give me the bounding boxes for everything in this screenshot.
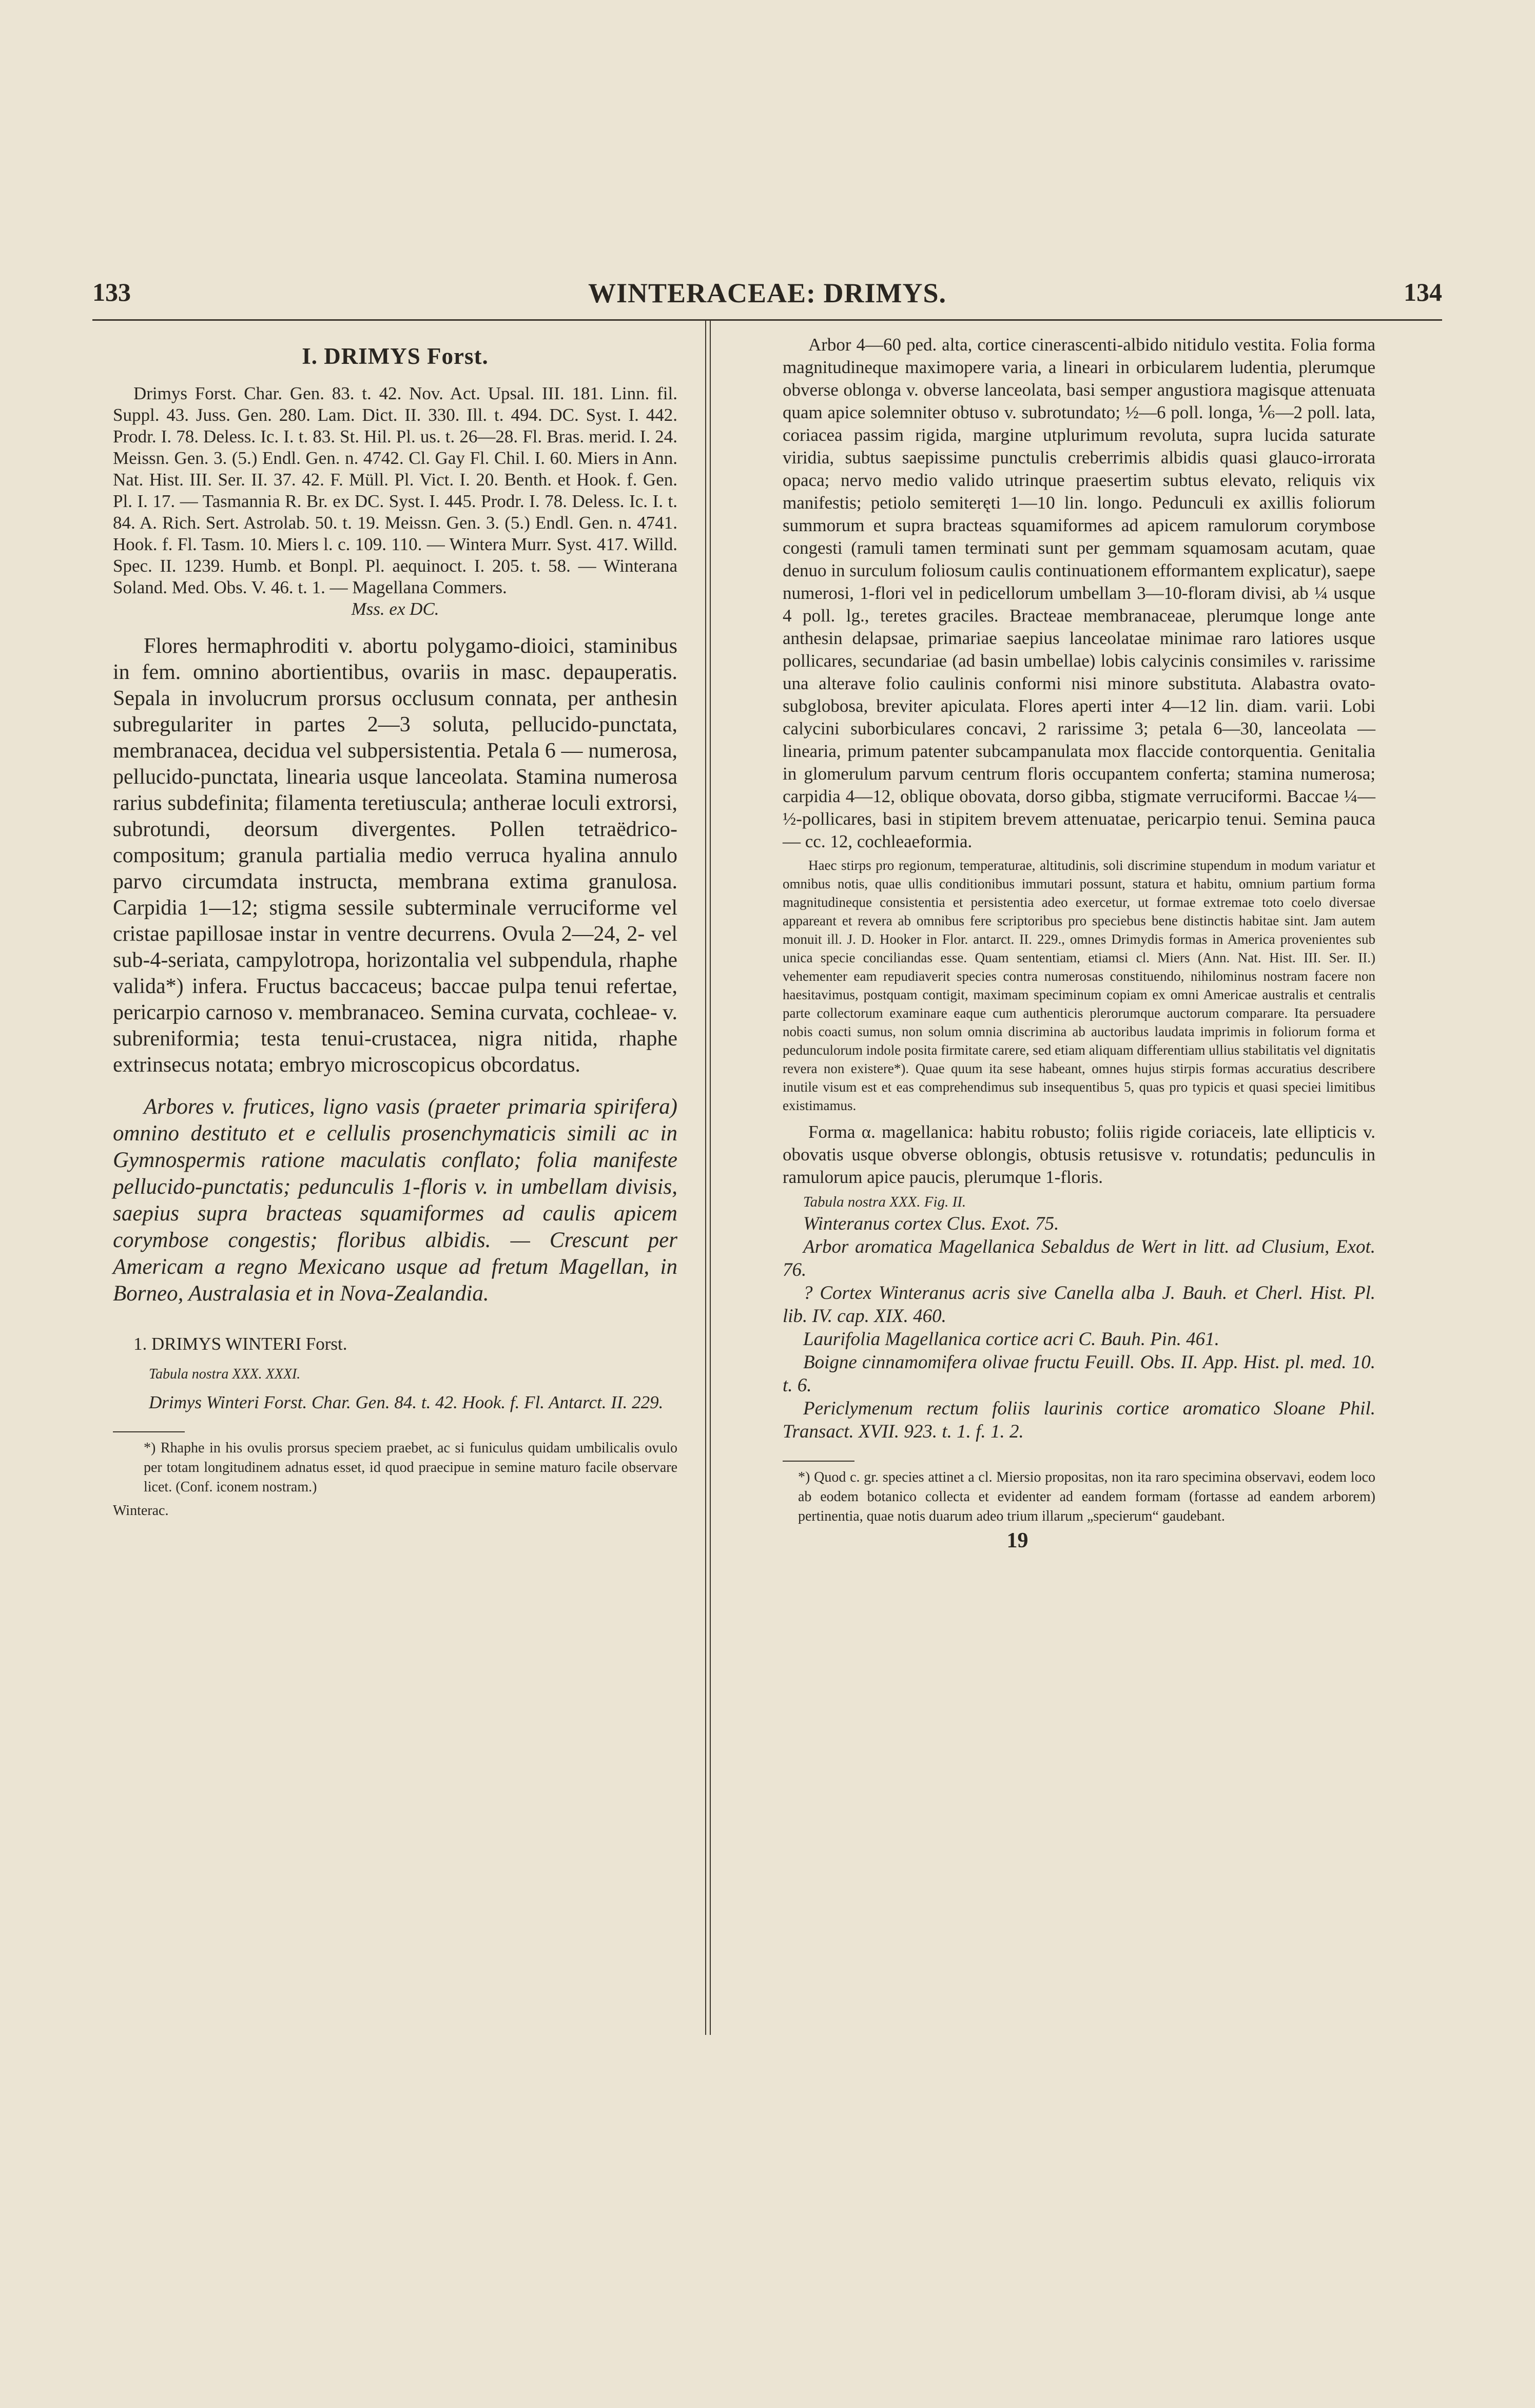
species-reference: Drimys Winteri Forst. Char. Gen. 84. t. 42. Hook. f. Fl. Antarct. II. 229. [149,1392,664,1412]
genus-summary: Arbores v. frutices, ligno vasis (praeter primaria spirifera) omnino destituto et e cellulis prosenchymaticis simili ac in Gymnospermis ratione maculatis conflato; folia manifeste pellucido-punctatis; pedunculis 1-floris v. in umbellam divisis, saepius supra bracteas squamiformes ad caulis apicem corymbose congestis; floribus albidis. — Crescunt per Americam a regno Mexicano usque ad fretum Magellan, in Borneo, Australasia et in Nova-Zealandia. [113,1095,677,1306]
page-number-right: 134 [1404,278,1442,306]
reference-item: Arbor aromatica Magellanica Sebaldus de Wert in litt. ad Clusium, Exot. 76. [783,1236,1375,1280]
header-rule [92,319,1442,321]
reference-item: Periclymenum rectum foliis laurinis cortice aromatico Sloane Phil. Transact. XVII. 923. t. 1. f. 1. 2. [783,1398,1375,1442]
signature-mark-left: Winterac. [113,1503,169,1519]
page-number-left: 133 [92,278,131,306]
reference-item: ? Cortex Winteranus acris sive Canella alba J. Bauh. et Cherl. Hist. Pl. lib. IV. cap. XIX. 460. [783,1283,1375,1327]
forma-magellanica: Forma α. magellanica: habitu robusto; foliis rigide coriaceis, late ellipticis v. obovatis usque obverse oblongis, obtusis retusisve v. rotundatis; pedunculis in ramulorum apice paucis, plerumque 1-floris. [783,1122,1375,1187]
species-description: Arbor 4—60 ped. alta, cortice cinerascenti-albido nitidulo vestita. Folia forma magnitudineque maximopere varia, a lineari in orbicularem ludentia, plerumque obverse oblonga v. obverse lanceolata, basi semper angustiora magisque attenuata quam apice solemniter obtuso v. subrotundato; ½—6 poll. longa, ⅙—2 poll. lata, coriacea passim rigida, margine utplurimum revoluta, supra lucida saturate viridia, subtus saepissime punctulis creberrimis albidis quasi glauco-irrorata opaca; nervo medio valido utrinque praesertim subtus elevato, reliquis vix manifestis; petiolo semiteręti 1—10 lin. longo. Pedunculi ex axillis foliorum summorum et supra bracteas squamiformes ad apicem ramulorum corymbose congesti (ramuli tamen terminati sunt per gemmam squamosam acutam, quae denuo in surculum foliosum caulis continuationem efformantem explicatur), saepe numerosi, 1-flori vel in pedicellorum umbellam 3—10-floram divisi, ab ¼ usque 4 poll. lg., teretes graciles. Bracteae membranaceae, plerumque longe ante anthesin delapsae, primariae saepius lanceolatae minimae raro latiores usque pollicares, secundariae (ad basin umbellae) lobis calycinis consimiles v. rarissime una alterave folio caulinis conformi nisi minore substituta. Alabastra ovato-subglobosa, breviter apiculata. Flores aperti inter 4—12 lin. diam. varii. Lobi calycini suborbiculares concavi, 2 rarissime 3; petala 6—30, lanceolata — linearia, primum patenter subcampanulata mox flaccide contorquentia. Genitalia in glomerulum parvum centrum floris occupantem conferta; stamina numerosa; carpidia 4—12, oblique obovata, dorso gibba, stigmate verruciformi. Baccae ¼—½-pollicares, basi in stipitem brevem attenuatae, pericarpio tenui. Semina pauca — cc. 12, cochleaeformia. [783,335,1375,851]
genus-synonymy-tail: Mss. ex DC. [351,599,439,619]
footnote-rule-right [783,1461,854,1462]
reference-item: Winteranus cortex Clus. Exot. 75. [803,1213,1059,1234]
signature-number: 19 [1006,1529,1028,1552]
species-title: 1. DRIMYS WINTERI Forst. [133,1334,347,1354]
left-column [113,334,677,1521]
column-divider [705,321,711,2035]
species-discussion: Haec stirps pro regionum, temperaturae, altitudinis, soli discrimine stupendum in modum variatur et omnibus notis, quae ullis conditionibus immutari possunt, statura et habitu, omnium partium forma magnitudineque consistentia et persistentia adeo exercetur, ut formae extremae toto coelo diversae appareant et revera ab omnibus fere scriptoribus pro speciebus bene distinctis habitae sint. Jam autem monuit ill. J. D. Hooker in Flor. antarct. II. 229., omnes Drimydis formas in America provenientes sub unica specie conciliandas esse. Quam sententiam, etiamsi cl. Miers (Ann. Nat. Hist. III. Ser. II.) vehementer eam repudiaverit species contra numerosas constituendo, nihilominus nostram facere non haesitavimus, postquam contigit, maximam speciminum copiam ex omni Americae australis et centralis parte collectorum examinare eaque cum authenticis plerorumque auctorum comparare. Ita persuadere nobis coacti sumus, non solum omnia discrimina ab auctoribus laudata imprimis in foliorum forma et pedunculorum indole posita firmitate carere, sed etiam aliquam differentiam ullius stabilitatis vel dignitatis revera non existere*). Quae quum ita sese habeant, omnes hujus stirpis formas accuratius describere inutile visum est et eas comprehendimus sub insequentibus 5, quas pro typicis et quasi speciei limitibus existimamus. [783,858,1375,1113]
genus-synonymy: Drimys Forst. Char. Gen. 83. t. 42. Nov. Act. Upsal. III. 181. Linn. fil. Suppl. 43. Juss. Gen. 280. Lam. Dict. II. 330. Ill. t. 494. DC. Syst. I. 442. Prodr. I. 78. Deless. Ic. I. t. 83. St. Hil. Pl. us. t. 26—28. Fl. Bras. merid. I. 24. Meissn. Gen. 3. (5.) Endl. Gen. n. 4742. Cl. Gay Fl. Chil. I. 60. Miers in Ann. Nat. Hist. III. Ser. II. 37. 42. F. Müll. Pl. Vict. I. 20. Benth. et Hook. f. Gen. Pl. I. 17. — Tasmannia R. Br. ex DC. Syst. I. 445. Prodr. I. 78. Deless. Ic. I. t. 84. A. Rich. Sert. Astrolab. 50. t. 19. Meissn. Gen. 3. (5.) Endl. Gen. n. 4741. Hook. f. Fl. Tasm. 10. Miers l. c. 109. 110. — Wintera Murr. Syst. 417. Willd. Spec. II. 1239. Humb. et Bonpl. Pl. aequinoct. I. 205. t. 58. — Winterana Soland. Med. Obs. V. 46. t. 1. — Magellana Commers. [113,383,677,597]
reference-item: Laurifolia Magellanica cortice acri C. Bauh. Pin. 461. [803,1329,1219,1350]
genus-title: I. DRIMYS Forst. [302,343,489,369]
footnote-rule-left [113,1431,185,1432]
running-title: WINTERACEAE: DRIMYS. [588,278,947,308]
footnote-left: *) Rhaphe in his ovulis prorsus speciem praebet, ac si funiculus quidam umbilicalis ovulo per totam longitudinem adnatus esset, id quod praecipue in semine maturo facile observare licet. (Conf. iconem nostram.) [144,1440,677,1495]
running-head [92,277,1442,323]
species-plate-reference: Tabula nostra XXX. XXXI. [149,1366,301,1382]
genus-description: Flores hermaphroditi v. abortu polygamo-dioici, staminibus in fem. omnino abortientibus, ovariis in masc. depauperatis. Sepala in involucrum prorsus occlusum connata, per anthesin subregulariter in partes 2—3 soluta, pellucido-punctata, membranacea, decidua vel subpersistentia. Petala 6 — numerosa, pellucido-punctata, linearia usque lanceolata. Stamina numerosa rarius subdefinita; filamenta teretiuscula; antherae loculi extrorsi, subrotundi, deorsum divergentes. Pollen tetraëdrico-compositum; granula partialia medio verruca hyalina annulo parvo circumdata instructa, membrana extima granulosa. Carpidia 1—12; stigma sessile subterminale verruciforme vel cristae papillosae instar in ventre decurrens. Ovula 2—24, 2- vel sub-4-seriata, campylotropa, horizontalia vel subpendula, rhaphe valida*) infera. Fructus baccaceus; baccae pulpa tenui refertae, pericarpio carnoso v. membranaceo. Semina curvata, cochleae- v. subreniformia; testa tenui-crustacea, nigra nitida, rhaphe extrinsecus notata; embryo microscopicus obcordatus. [113,634,677,1077]
right-column [783,334,1375,1553]
footnote-right: *) Quod c. gr. species attinet a cl. Miersio propositas, non ita raro specimina observavi, eodem loco ab eodem botanico collecta et evidenter ad eandem formam (fortasse ad eandem arborem) pertinentia, quae notis duarum adeo trium illarum „specierum“ gaudebant. [798,1469,1375,1524]
forma-plate-reference: Tabula nostra XXX. Fig. II. [803,1194,966,1210]
reference-item: Boigne cinnamomifera olivae fructu Feuill. Obs. II. App. Hist. pl. med. 10. t. 6. [783,1352,1375,1396]
